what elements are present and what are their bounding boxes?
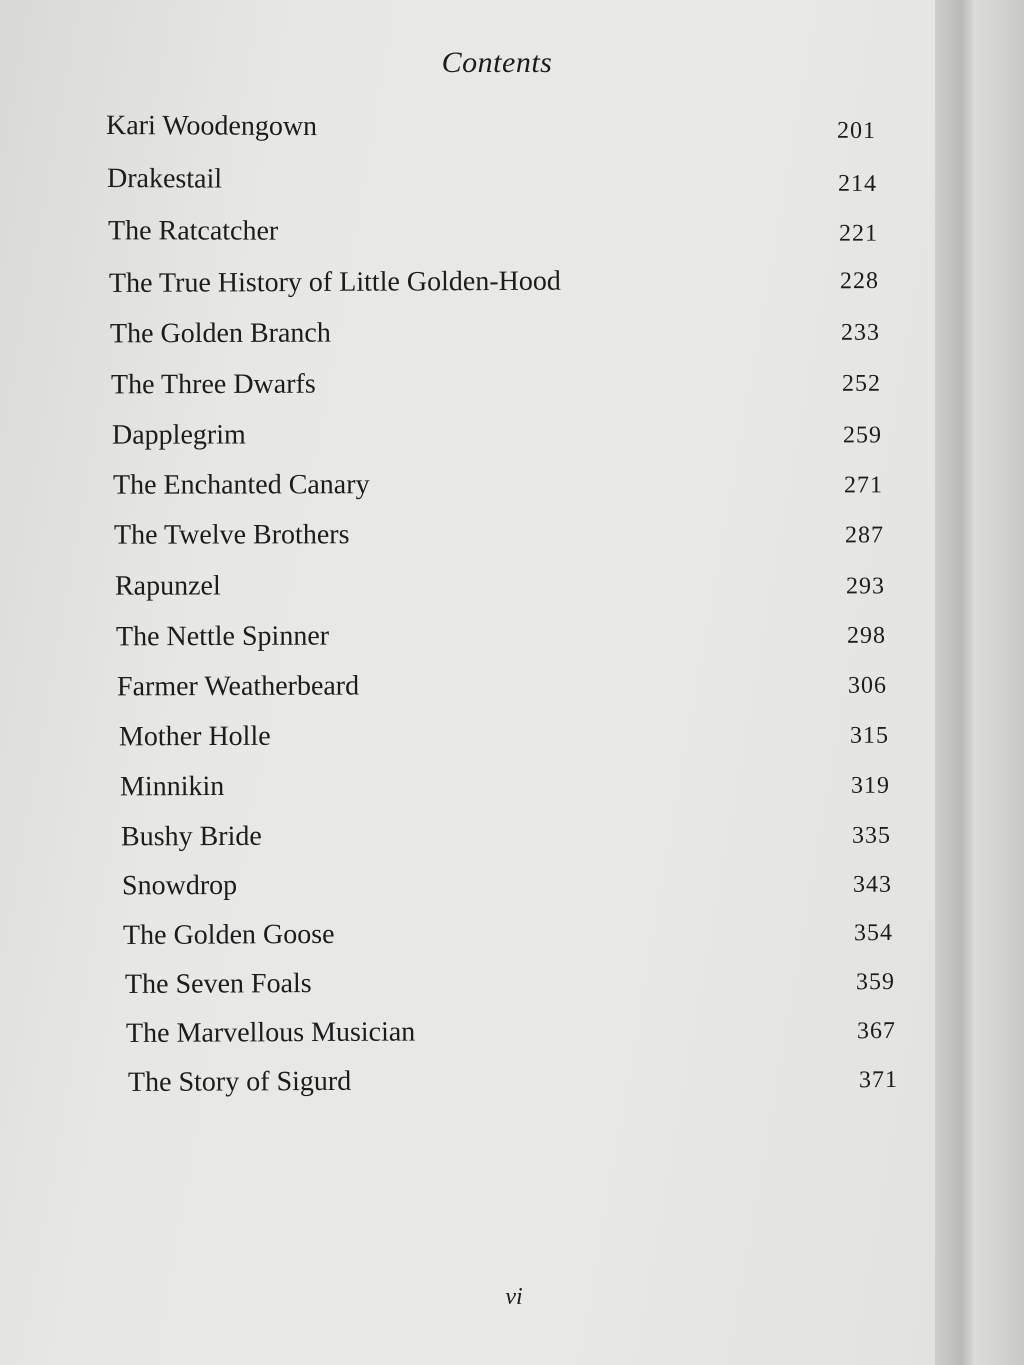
toc-entry — [107, 163, 877, 203]
toc-entry — [113, 468, 883, 505]
toc-entry — [128, 1063, 898, 1103]
toc-entry — [120, 769, 890, 808]
toc-entry-page: 233 — [840, 319, 881, 346]
toc-entry — [111, 367, 881, 406]
facing-page-edge — [935, 0, 1024, 1365]
toc-entry — [125, 965, 895, 1005]
toc-entry — [110, 316, 880, 355]
toc-entry-page: 287 — [844, 522, 885, 549]
toc-entry-page: 354 — [853, 919, 894, 947]
toc-entry — [116, 619, 886, 658]
toc-entry-page: 259 — [842, 422, 883, 449]
toc-entry-title: Dapplegrim — [111, 419, 246, 451]
toc-entry — [114, 518, 884, 555]
page-number: vi — [505, 1284, 523, 1310]
toc-entry-page: 221 — [838, 220, 879, 247]
toc-entry-title: The Ratcatcher — [107, 215, 279, 247]
toc-entry-page: 271 — [843, 472, 884, 499]
toc-entry-title: Minnikin — [119, 770, 225, 803]
toc-entry-title: Bushy Bride — [120, 820, 262, 853]
toc-entry-title: Farmer Weatherbeard — [116, 670, 360, 703]
toc-entry-page: 298 — [846, 622, 887, 649]
toc-entry-page: 335 — [851, 822, 892, 849]
toc-entry — [123, 916, 893, 956]
toc-entry-page: 367 — [856, 1017, 897, 1045]
toc-entry — [115, 569, 885, 606]
toc-entry-title: Kari Woodengown — [105, 109, 318, 143]
toc-entry-title: Rapunzel — [114, 570, 221, 602]
toc-entry-title: The Golden Goose — [122, 918, 335, 952]
contents-heading: Contents — [441, 46, 553, 79]
toc-entry-page: 252 — [841, 370, 882, 397]
toc-entry-title: The Three Dwarfs — [110, 368, 316, 401]
toc-entry — [112, 418, 882, 455]
toc-entry-title: The Golden Branch — [109, 317, 331, 350]
toc-entry — [117, 669, 887, 708]
toc-entry — [109, 264, 879, 304]
toc-entry-page: 315 — [849, 722, 890, 749]
toc-entry — [119, 719, 889, 758]
toc-entry — [106, 110, 876, 150]
toc-entry-page: 306 — [847, 672, 888, 699]
toc-entry-page: 228 — [839, 267, 880, 295]
toc-entry-title: The Seven Foals — [124, 968, 312, 1001]
toc-entry-page: 201 — [836, 117, 877, 145]
toc-entry-title: The Story of Sigurd — [127, 1065, 352, 1099]
toc-entry-title: The Enchanted Canary — [112, 469, 370, 501]
toc-entry-title: The True History of Little Golden-Hood — [108, 265, 561, 300]
toc-entry-title: The Marvellous Musician — [125, 1016, 416, 1050]
toc-entry — [121, 819, 891, 858]
toc-entry-title: The Nettle Spinner — [115, 620, 330, 653]
toc-entry-title: The Twelve Brothers — [113, 519, 350, 551]
toc-entry — [122, 868, 892, 907]
toc-entry — [108, 215, 878, 252]
toc-entry-page: 371 — [858, 1066, 899, 1094]
toc-entry-page: 359 — [855, 968, 896, 996]
toc-entry-title: Snowdrop — [121, 869, 238, 902]
toc-entry-title: Drakestail — [106, 162, 223, 195]
toc-entry-page: 343 — [852, 871, 893, 898]
toc-entry-page: 214 — [837, 170, 878, 198]
toc-entry-title: Mother Holle — [118, 720, 271, 753]
toc-entry-page: 319 — [850, 772, 891, 799]
toc-entry — [126, 1014, 896, 1054]
toc-entry-page: 293 — [845, 573, 886, 600]
